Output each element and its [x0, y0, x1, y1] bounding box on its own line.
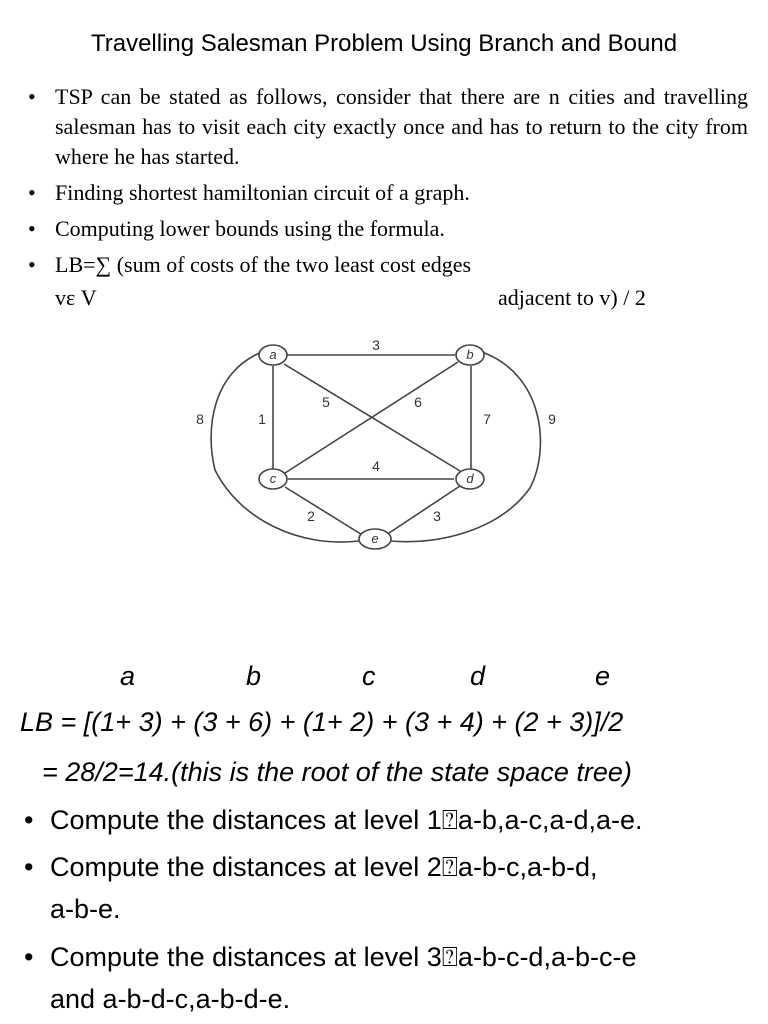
column-label-a: a	[120, 661, 136, 691]
edge-b-c	[285, 362, 458, 473]
column-label-e: e	[595, 661, 611, 691]
bullet-tsp-definition: TSP can be stated as follows, consider that there are n cities and travelling salesman has to visit each city exactly once and has to return to the city from where he has started.	[55, 84, 748, 169]
bullet-level-3-continued: and a-b-d-c,a-b-d-e.	[50, 984, 291, 1014]
node-label-e: e	[371, 531, 379, 546]
bullet-marker: •	[24, 942, 34, 972]
node-label-b: b	[466, 347, 474, 362]
bullet-marker: •	[28, 216, 36, 241]
formula-summation-index: vε V	[55, 285, 97, 310]
weight-c-d: 4	[372, 458, 380, 474]
edge-a-e	[211, 352, 359, 542]
column-label-d: d	[470, 661, 486, 691]
node-label-d: d	[466, 471, 474, 486]
bullet-level-2-continued: a-b-e.	[50, 894, 121, 924]
bullet-hamiltonian: Finding shortest hamiltonian circuit of a graph.	[55, 180, 470, 205]
node-label-c: c	[269, 471, 277, 486]
column-label-b: b	[246, 661, 262, 691]
bullet-marker: •	[28, 252, 36, 277]
formula-adjacent-text: adjacent to v) / 2	[498, 285, 646, 310]
weight-c-e: 2	[307, 508, 315, 524]
weight-a-e: 8	[196, 411, 204, 427]
weight-b-e: 9	[548, 411, 556, 427]
bullet-level-3: Compute the distances at level 3⍰a-b-c-d,a-b-c-e	[50, 942, 637, 972]
lb-result: = 28/2=14.(this is the root of the state space tree)	[42, 757, 632, 787]
weight-a-c: 1	[258, 411, 266, 427]
weight-a-b: 3	[372, 337, 380, 353]
weight-b-c: 6	[414, 394, 422, 410]
node-label-a: a	[269, 347, 277, 362]
bullet-marker: •	[28, 84, 36, 109]
bullet-level-1: Compute the distances at level 1⍰a-b,a-c,a-d,a-e.	[50, 805, 643, 835]
edge-b-e	[390, 352, 540, 542]
weight-d-e: 3	[433, 508, 441, 524]
column-label-c: c	[362, 661, 376, 691]
page-title: Travelling Salesman Problem Using Branch and Bound	[90, 30, 678, 57]
bullet-marker: •	[24, 805, 34, 835]
edge-c-e	[285, 487, 364, 536]
bullet-marker: •	[28, 180, 36, 205]
bullet-lower-bounds: Computing lower bounds using the formula.	[55, 216, 445, 241]
bullet-marker: •	[24, 852, 34, 882]
weight-a-d: 5	[322, 394, 330, 410]
weight-b-d: 7	[483, 411, 491, 427]
bullet-lb-formula: LB=∑ (sum of costs of the two least cost edges	[55, 252, 472, 277]
bullet-level-2: Compute the distances at level 2⍰a-b-c,a-b-d,	[50, 852, 598, 882]
lb-computation: LB = [(1+ 3) + (3 + 6) + (1+ 2) + (3 + 4) + (2 + 3)]/2	[20, 707, 624, 737]
edge-d-e	[386, 486, 460, 535]
